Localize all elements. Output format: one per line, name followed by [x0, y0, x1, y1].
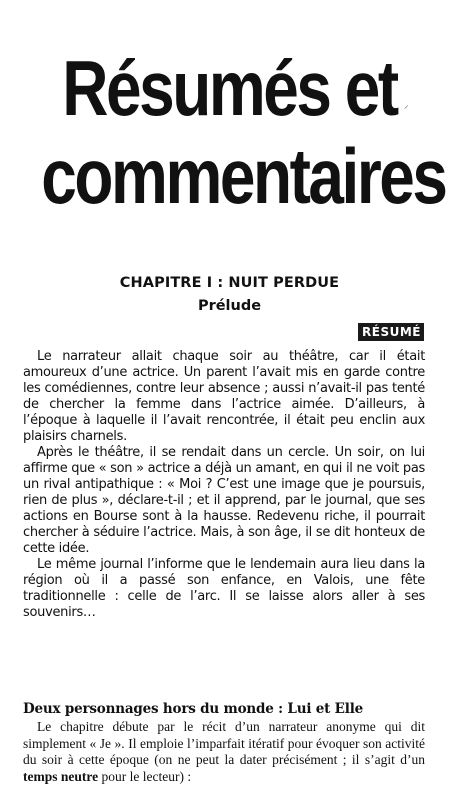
- summary-paragraph: Le même journal l’informe que le lendemain aura lieu dans la région où il a passé son enfance, en Valois, une fête traditionnelle : celle de l’arc. Il se laisse alors aller à ses souvenirs…: [23, 557, 425, 620]
- summary-paragraph: Le narrateur allait chaque soir au théâtre, car il était amoureux d’une actrice. Un parent l’avait mis en garde contre les comédiennes, contre leur absence ; aussi n’avait-il pas tenté de chercher la femme dans l’actrice aimée. D’ailleurs, à l’époque à laquelle il l’avait rencontrée, il était peu enclin aux plaisirs charnels.: [23, 349, 425, 444]
- commentary-paragraph: [23, 719, 425, 785]
- commentary-text-before: Le chapitre débute par le récit d’un narrateur anonyme qui dit simplement « Je ». Il emploie l’imparfait itératif pour évoquer son activité du soir à cette époque (on ne peut la dater précisément ; il s’agit d’un: [23, 719, 425, 767]
- resume-badge: RÉSUMÉ: [358, 323, 424, 341]
- chapter-subheading: Prélude: [197, 298, 262, 314]
- commentary-text-after: pour le lecteur) :: [98, 768, 192, 784]
- commentary-section: [23, 719, 425, 785]
- summary-paragraph: Après le théâtre, il se rendait dans un cercle. Un soir, on lui affirme que « son » actrice a déjà un amant, en qui il ne voit pas un rival antipathique : « Moi ? C’est une image que je poursuis, rien de plus », déclare-t-il ; et il apprend, par le journal, que ses actions en Bourse sont à la hausse. Redevenu riche, il pourrait chercher à séduire l’actrice. Mais, à son âge, il se dit honteux de cette idée.: [23, 445, 425, 556]
- page-title-line-1: Résumés et: [62, 44, 397, 132]
- commentary-emphasis: temps neutre: [23, 768, 99, 784]
- print-speck: ⸝: [404, 101, 409, 111]
- commentary-heading: Deux personnages hors du monde : Lui et Elle: [23, 701, 364, 717]
- summary-section: [23, 349, 425, 621]
- chapter-heading: CHAPITRE I : NUIT PERDUE: [119, 275, 340, 291]
- page-title-line-2: commentaires: [41, 132, 446, 220]
